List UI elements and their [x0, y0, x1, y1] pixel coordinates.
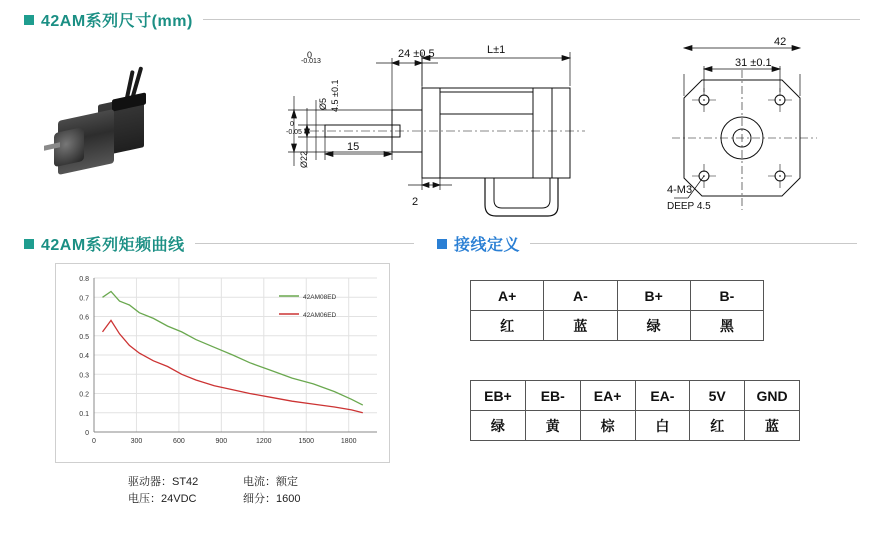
table-cell: 蓝 [745, 411, 800, 441]
table-header-cell: A+ [471, 281, 544, 311]
svg-text:42AM08ED: 42AM08ED [303, 294, 337, 301]
svg-text:0.3: 0.3 [79, 372, 89, 380]
table-header-cell: EA- [635, 381, 690, 411]
table-cell: 棕 [580, 411, 635, 441]
bullet-square-icon [24, 239, 34, 249]
table-cell: 黄 [525, 411, 580, 441]
dim-label-42: 42 [774, 36, 787, 48]
table-row [471, 411, 800, 441]
table-header-cell: EA+ [580, 381, 635, 411]
dim-label-shaft-diameter: Ø5 [318, 97, 328, 110]
svg-text:1500: 1500 [298, 438, 315, 445]
table-header-cell: A- [544, 281, 617, 311]
wiring-table-motor [470, 280, 764, 341]
divider [195, 243, 414, 244]
divider [530, 243, 857, 244]
svg-text:300: 300 [130, 438, 143, 445]
table-cell: 绿 [617, 311, 690, 341]
table-cell: 红 [690, 411, 745, 441]
dim-label-tol-lower: -0.013 [301, 58, 321, 65]
torque-frequency-chart [55, 263, 390, 463]
table-cell: 绿 [471, 411, 526, 441]
dim-label-boss-height: 4.5 ±0.1 [330, 79, 340, 112]
dim-label-tol-upper: 0 [307, 50, 313, 60]
svg-text:0: 0 [92, 438, 96, 445]
table-header-cell: 5V [690, 381, 745, 411]
section-header-dimensions [24, 8, 860, 31]
chart-note-driver: 驱动器：ST42 [128, 476, 199, 488]
divider [203, 19, 860, 20]
table-row [471, 311, 764, 341]
table-header-cell: EB- [525, 381, 580, 411]
chart-note-current: 电流：额定 [243, 476, 298, 488]
svg-text:0.7: 0.7 [79, 295, 89, 303]
dim-label-tol-upper2: 0 [290, 121, 294, 128]
table-row [471, 281, 764, 311]
table-cell: 红 [471, 311, 544, 341]
table-header-cell: B+ [617, 281, 690, 311]
section-title-wiring: 接线定义 [454, 237, 521, 254]
dim-label-15: 15 [347, 141, 360, 153]
section-header-wiring [437, 232, 857, 255]
chart-note-voltage: 电压：24VDC [128, 493, 197, 505]
svg-text:600: 600 [173, 438, 185, 445]
svg-text:0.6: 0.6 [79, 314, 89, 322]
svg-text:0.8: 0.8 [79, 276, 89, 283]
svg-text:0.2: 0.2 [79, 391, 89, 399]
svg-text:0.4: 0.4 [79, 353, 89, 360]
dim-label-31: 31 ±0.1 [735, 57, 772, 69]
table-cell: 黑 [690, 311, 763, 341]
dim-label-length: L±1 [487, 44, 506, 56]
table-row [471, 381, 800, 411]
dim-label-boss-diameter: Ø22 [299, 150, 309, 168]
svg-text:42AM06ED: 42AM06ED [303, 312, 337, 319]
wiring-table-encoder [470, 380, 800, 441]
table-cell: 白 [635, 411, 690, 441]
dim-label-2: 2 [412, 196, 419, 208]
svg-text:0.1: 0.1 [79, 410, 89, 418]
section-title-curve: 42AM系列矩频曲线 [41, 237, 185, 254]
side-view-drawing [280, 30, 720, 230]
svg-text:900: 900 [215, 438, 228, 445]
svg-text:0: 0 [85, 430, 89, 437]
dim-label-deep: DEEP 4.5 [667, 201, 711, 212]
bullet-square-icon [437, 239, 447, 249]
page-title: 42AM系列尺寸(mm) [41, 13, 193, 30]
svg-text:0.5: 0.5 [79, 333, 89, 341]
table-header-cell: GND [745, 381, 800, 411]
table-cell: 蓝 [544, 311, 617, 341]
dim-label-4m3: 4-M3 [667, 184, 693, 196]
chart-note-microstep: 细分：1600 [243, 493, 301, 505]
section-header-curve [24, 232, 414, 255]
bullet-square-icon [24, 15, 34, 25]
svg-text:1800: 1800 [340, 438, 357, 445]
svg-text:1200: 1200 [256, 438, 272, 445]
table-header-cell: B- [690, 281, 763, 311]
dim-label-tol-lower2: -0.05 [286, 129, 302, 136]
table-header-cell: EB+ [471, 381, 526, 411]
motor-product-photo [40, 60, 185, 195]
chart-canvas [56, 264, 389, 462]
dim-label-24: 24 ±0.5 [398, 48, 435, 60]
